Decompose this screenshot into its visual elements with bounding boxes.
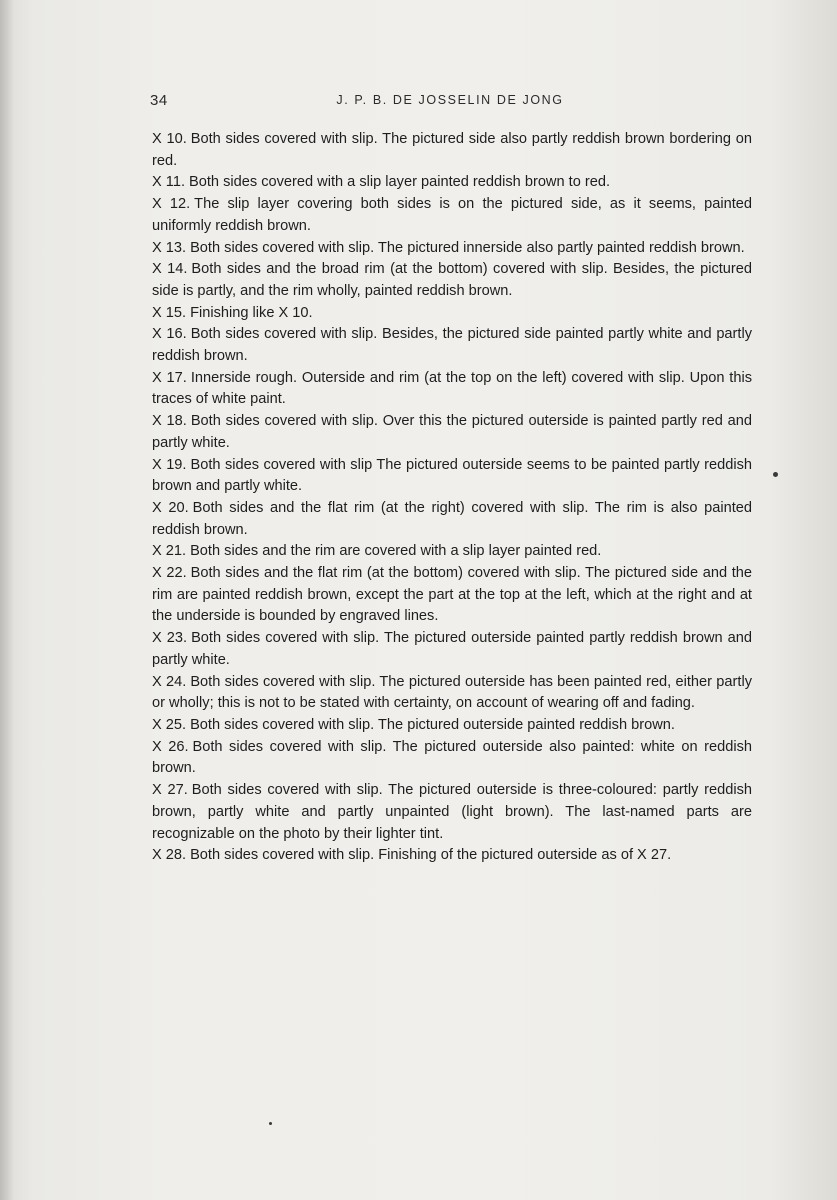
- entry-text: Both sides covered with slip. The pictured outerside painted partly reddish brown and partly white.: [152, 630, 752, 668]
- entry-text: Both sides covered with slip. Besides, the pictured side painted partly white and partly reddish brown.: [152, 326, 752, 365]
- entry-x12: [152, 194, 752, 237]
- entry-id: X 13.: [152, 239, 187, 256]
- page-number: 34: [150, 92, 168, 109]
- entry-x22: [152, 563, 752, 628]
- entry-text: Both sides covered with slip. The pictured outerside painted reddish brown.: [190, 716, 675, 733]
- entry-id: X 19.: [152, 456, 187, 473]
- entry-text: Innerside rough. Outerside and rim (at the top on the left) covered with slip. Upon this traces of white paint.: [152, 369, 752, 408]
- entry-text: Both sides and the rim are covered with a slip layer painted red.: [190, 543, 602, 560]
- entry-x24: [152, 672, 752, 715]
- entry-x17: [152, 368, 752, 411]
- entry-x10: [152, 129, 752, 172]
- entry-id: X 23.: [152, 630, 188, 647]
- entry-x16: [152, 324, 752, 367]
- entry-x19: [152, 455, 752, 498]
- entry-text: Both sides covered with slip. Over this the pictured outerside is painted partly red and partly white.: [152, 413, 752, 451]
- entry-id: X 16.: [152, 326, 187, 343]
- entry-id: X 15.: [152, 304, 187, 321]
- entry-text: Both sides covered with slip. The pictured side also partly reddish brown bordering on red.: [152, 131, 752, 169]
- entry-text: The slip layer covering both sides is on the pictured side, as it seems, painted uniformly reddish brown.: [152, 196, 752, 234]
- entry-text: Both sides covered with slip. The pictured outerside has been painted red, either partly or wholly; this is not to be stated with certainty, on account of wearing off and fading.: [152, 673, 752, 712]
- entry-text: Both sides covered with slip The pictured outerside seems to be painted partly reddish brown and partly white.: [152, 456, 752, 495]
- entry-text: Both sides and the broad rim (at the bottom) covered with slip. Besides, the pictured side is partly, and the rim wholly, painted reddish brown.: [152, 261, 753, 299]
- entry-x20: [152, 498, 752, 541]
- entry-id: X 24.: [152, 673, 187, 690]
- catalogue-entries: [152, 129, 752, 867]
- entry-x14: [152, 259, 752, 302]
- entry-id: X 27.: [152, 782, 188, 799]
- entry-text: Both sides covered with slip. The pictured innerside also partly painted reddish brown.: [190, 239, 745, 256]
- entry-x27: [152, 780, 752, 845]
- entry-id: X 17.: [152, 369, 187, 386]
- entry-x28: [152, 845, 752, 867]
- entry-text: Both sides and the flat rim (at the bottom) covered with slip. The pictured side and the rim are painted reddish brown, except the part at the top at the left, which at the right and at the underside is bounded by engraved lines.: [152, 565, 753, 625]
- ink-speck: [773, 472, 778, 477]
- entry-x18: [152, 411, 752, 454]
- entry-text: Finishing like X 10.: [190, 304, 313, 321]
- entry-id: X 20.: [152, 499, 189, 516]
- entry-id: X 14.: [152, 261, 188, 278]
- entry-x15: [152, 303, 752, 325]
- entry-x21: [152, 541, 752, 563]
- entry-id: X 18.: [152, 413, 187, 430]
- entry-x25: [152, 715, 752, 737]
- running-head: J. P. B. DE JOSSELIN DE JONG: [336, 93, 564, 107]
- entry-id: X 12.: [152, 196, 191, 213]
- entry-text: Both sides covered with a slip layer painted reddish brown to red.: [189, 174, 611, 191]
- entry-text: Both sides covered with slip. Finishing of the pictured outerside as of X 27.: [190, 847, 672, 864]
- entry-id: X 21.: [152, 543, 187, 560]
- entry-x13: [152, 238, 752, 260]
- entry-x11: [152, 172, 752, 194]
- entry-id: X 26.: [152, 738, 189, 755]
- entry-id: X 25.: [152, 716, 187, 733]
- ink-speck: [269, 1122, 272, 1125]
- entry-id: X 28.: [152, 847, 187, 864]
- entry-x26: [152, 737, 752, 780]
- entry-id: X 10.: [152, 131, 187, 147]
- entry-text: Both sides and the flat rim (at the right) covered with slip. The rim is also painted reddish brown.: [152, 499, 752, 538]
- entry-text: Both sides covered with slip. The pictured outerside also painted: white on reddish brown.: [152, 738, 752, 777]
- entry-id: X 22.: [152, 565, 187, 582]
- entry-id: X 11.: [152, 174, 185, 191]
- entry-x23: [152, 628, 752, 671]
- entry-text: Both sides covered with slip. The pictured outerside is three-coloured: partly reddish brown, partly white and partly unpainted (light brown). The last-named parts are recognizable on the photo by their lighter tint.: [152, 782, 753, 842]
- page-header: [150, 92, 750, 114]
